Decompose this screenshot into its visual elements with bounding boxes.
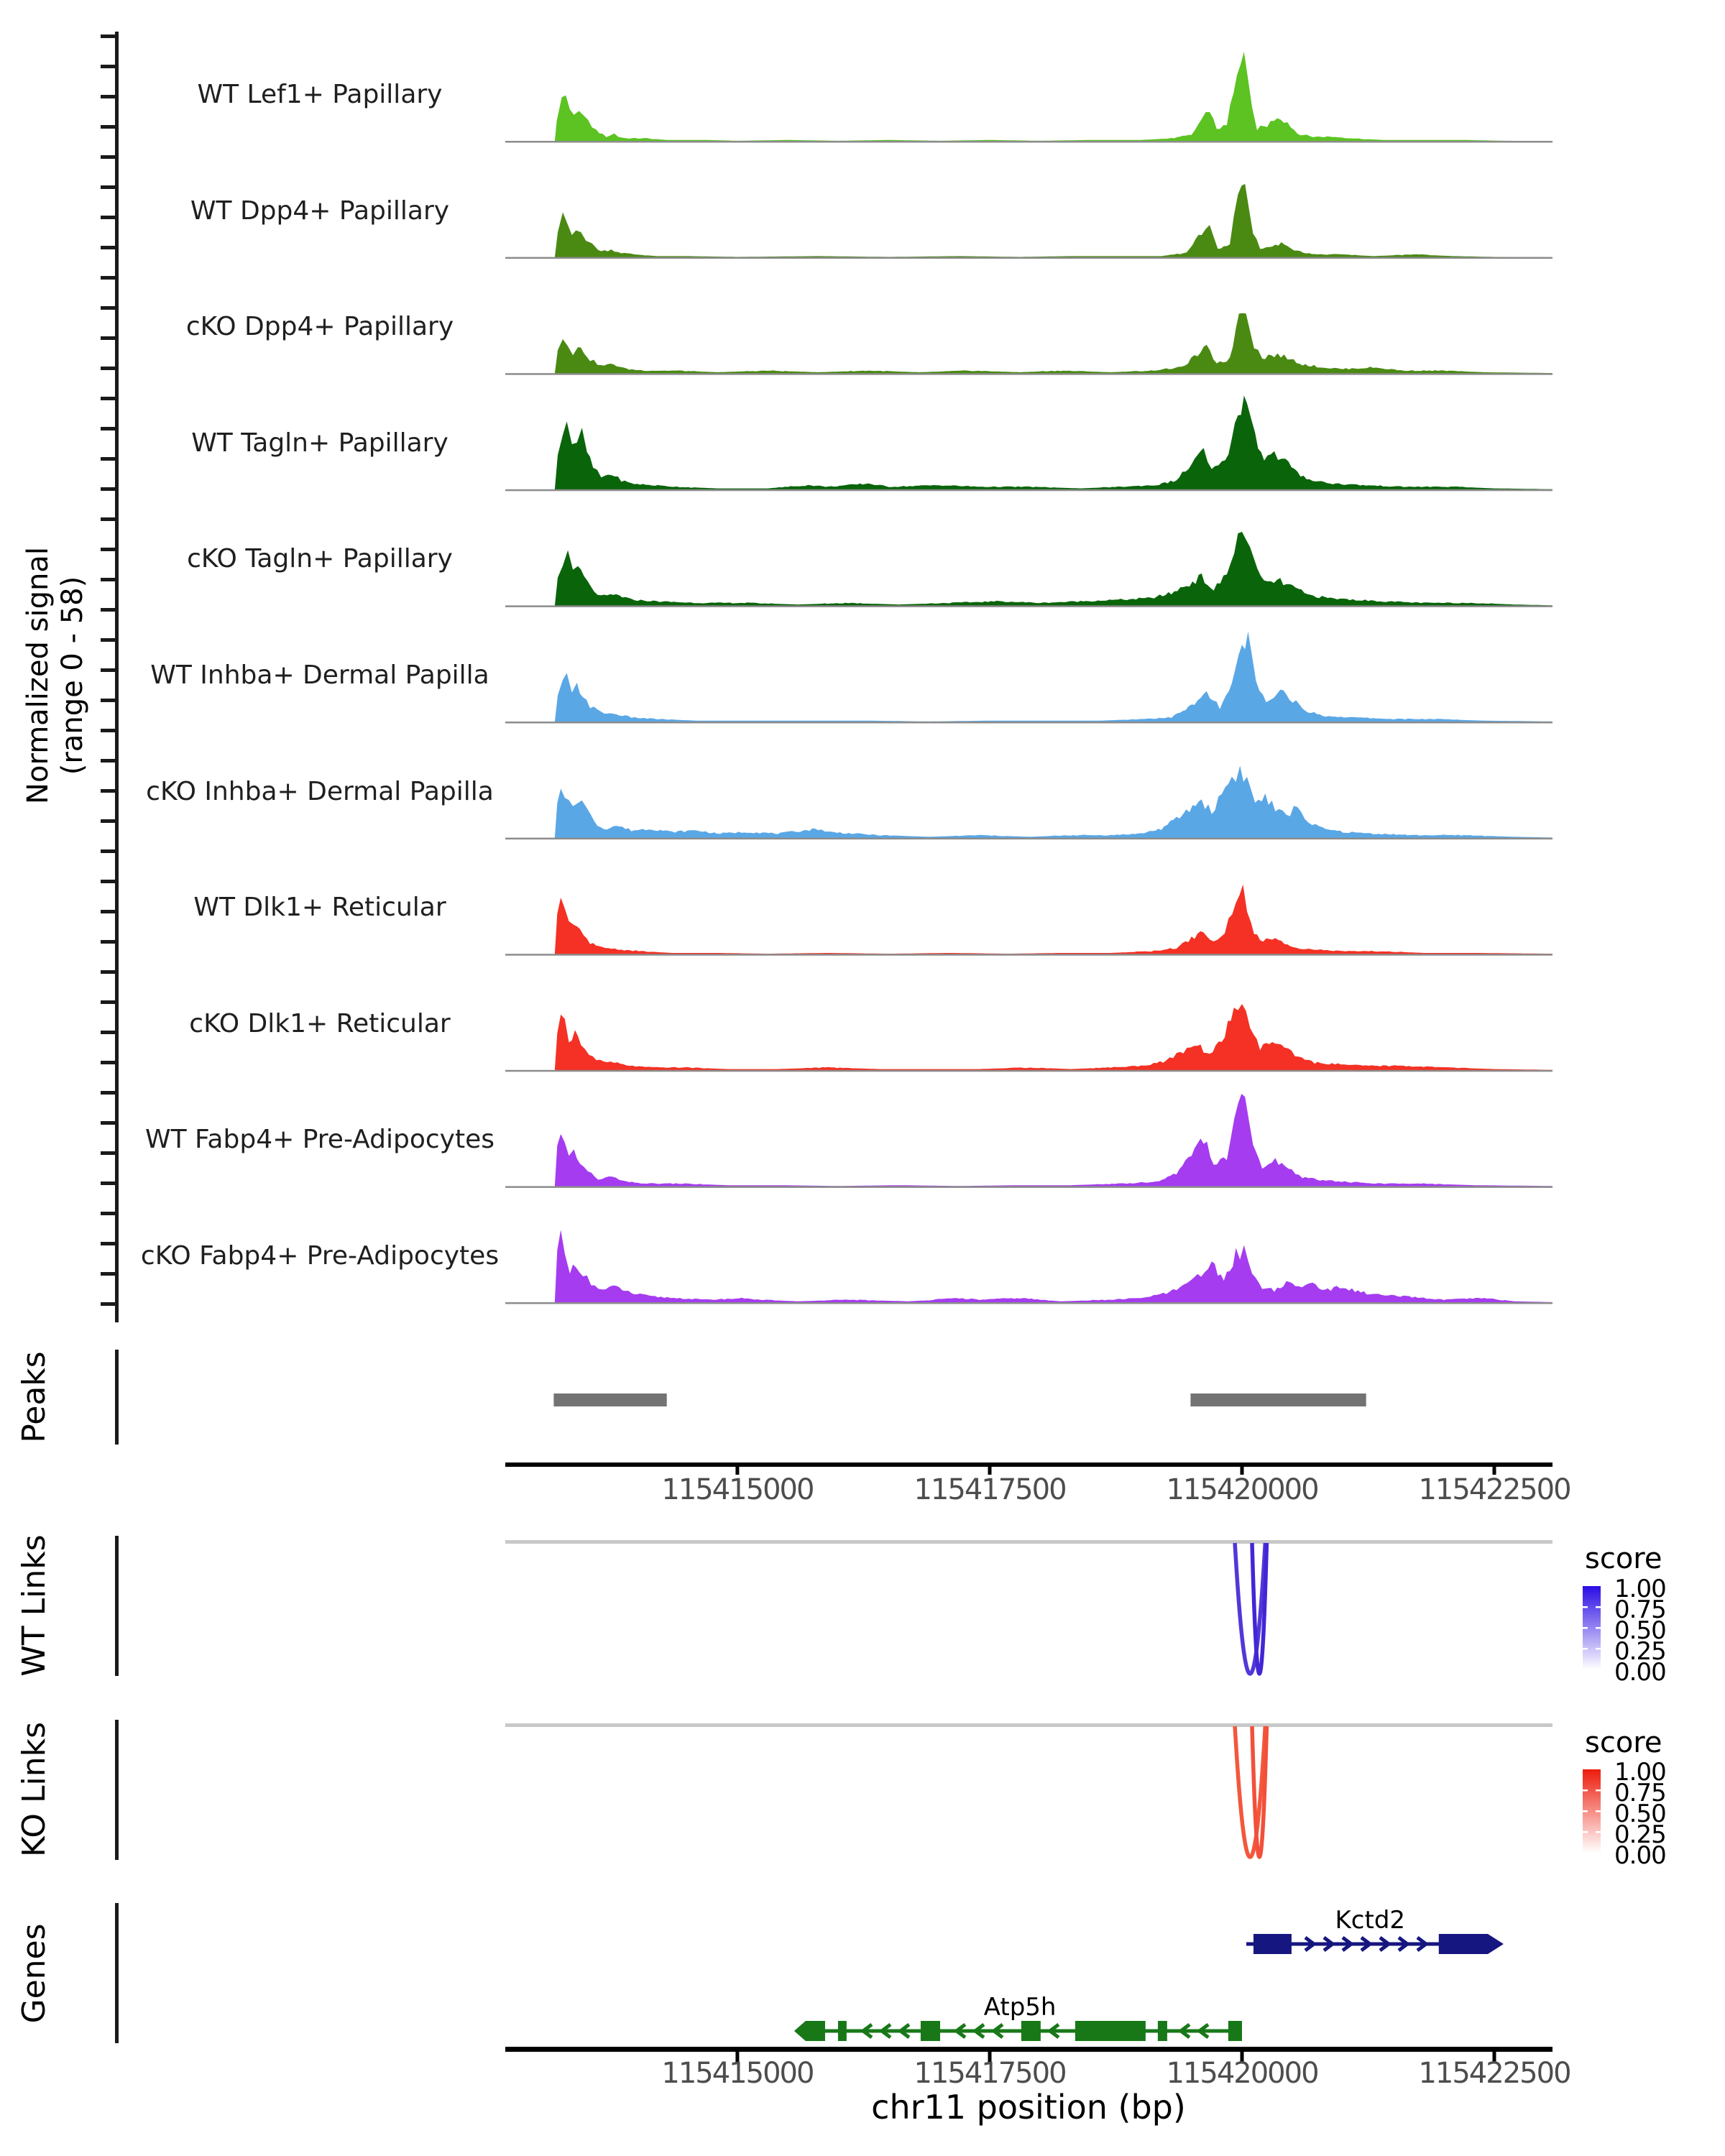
signal-axis-tick	[101, 185, 115, 189]
peaks-section-label: Peaks	[16, 1351, 52, 1443]
track-label: cKO Fabp4+ Pre-Adipocytes	[140, 1241, 500, 1271]
gene-name-label: Atp5h	[983, 1993, 1057, 2022]
gene-exon	[1021, 2021, 1041, 2041]
signal-axis-tick	[101, 729, 115, 732]
coverage-track-labels	[141, 80, 499, 1271]
coverage-baseline	[505, 141, 1552, 143]
signal-axis-tick	[101, 668, 115, 672]
gene-model	[1246, 1906, 1504, 1954]
signal-axis-tick	[101, 1181, 115, 1185]
coverage-area	[505, 1230, 1552, 1303]
score-tick-label: 0.50	[1614, 1800, 1666, 1828]
colorbar-tick	[1583, 1606, 1588, 1608]
genes-track	[115, 1903, 1504, 2043]
coverage-area	[505, 52, 1552, 142]
coverage-area	[505, 395, 1552, 489]
axis-tick-label: 115420000	[1166, 2057, 1318, 2090]
score-tick-label: 0.25	[1614, 1637, 1666, 1666]
signal-axis-tick	[101, 517, 115, 521]
signal-axis-tick	[101, 34, 115, 38]
colorbar-tick	[1596, 1789, 1601, 1792]
colorbar-tick	[1596, 1810, 1601, 1812]
track-label: cKO Tagln+ Papillary	[187, 544, 453, 573]
wt-links-bracket	[115, 1536, 119, 1676]
signal-axis-tick	[101, 1212, 115, 1215]
peak-interval	[1190, 1393, 1366, 1406]
colorbar-tick	[1596, 1627, 1601, 1629]
axis-tick-label: 115417500	[914, 1473, 1066, 1506]
track-label: WT Lef1+ Papillary	[197, 80, 443, 109]
gene-exon-arrow	[1439, 1934, 1504, 1954]
peaks-track	[115, 1350, 1366, 1445]
colorbar-tick	[1596, 1831, 1601, 1833]
signal-axis-title-line1: Normalized signal	[22, 547, 55, 804]
score-tick-label: 0.00	[1614, 1841, 1666, 1870]
track-label: WT Inhba+ Dermal Papilla	[150, 660, 489, 690]
coverage-area	[505, 765, 1552, 838]
colorbar-tick	[1583, 1789, 1588, 1792]
colorbar-tick	[1596, 1606, 1601, 1608]
score-tick-label: 0.75	[1614, 1595, 1666, 1624]
signal-axis-tick	[101, 638, 115, 642]
signal-axis-tick	[101, 457, 115, 461]
signal-y-axis	[101, 32, 119, 1322]
score-tick-label: 0.75	[1614, 1779, 1666, 1807]
ko-links-bracket	[115, 1720, 119, 1860]
genome-axis-title: chr11 position (bp)	[871, 2088, 1186, 2127]
signal-axis-tick	[101, 427, 115, 430]
signal-axis-tick	[101, 276, 115, 280]
links-baseline	[505, 1540, 1552, 1544]
signal-axis-tick	[101, 1302, 115, 1306]
genes-bracket	[115, 1903, 119, 2043]
score-tick-label: 0.00	[1614, 1658, 1666, 1687]
coverage-baseline	[505, 954, 1552, 956]
signal-axis-tick	[101, 216, 115, 219]
signal-axis-line	[115, 32, 119, 1322]
signal-axis-tick	[101, 306, 115, 310]
signal-axis-tick	[101, 1061, 115, 1064]
track-label: WT Dpp4+ Papillary	[190, 196, 450, 226]
score-tick-label: 1.00	[1614, 1758, 1666, 1787]
signal-axis-tick	[101, 819, 115, 823]
signal-axis-tick	[101, 1031, 115, 1034]
signal-axis-tick	[101, 487, 115, 491]
gene-exon	[838, 2021, 847, 2041]
peak-interval	[553, 1393, 666, 1406]
signal-axis-tick	[101, 1121, 115, 1125]
colorbar-tick	[1596, 1648, 1601, 1650]
coverage-area	[505, 532, 1552, 606]
gene-exon	[1228, 2021, 1242, 2041]
signal-axis-tick	[101, 759, 115, 763]
signal-axis-tick	[101, 336, 115, 340]
coverage-area	[505, 1094, 1552, 1187]
track-label: cKO Dlk1+ Reticular	[189, 1009, 451, 1038]
track-label: WT Dlk1+ Reticular	[193, 893, 446, 922]
signal-axis-tick	[101, 849, 115, 853]
coverage-area	[505, 632, 1552, 722]
track-label: WT Fabp4+ Pre-Adipocytes	[145, 1125, 494, 1154]
axis-tick-label: 115420000	[1166, 1473, 1318, 1506]
links-baseline	[505, 1723, 1552, 1727]
genes-section-label: Genes	[16, 1923, 52, 2024]
coverage-baseline	[505, 1186, 1552, 1188]
gene-exon-arrow	[794, 2021, 825, 2041]
coverage-baseline	[505, 373, 1552, 375]
axis-line	[505, 2047, 1552, 2052]
coverage-area	[505, 1004, 1552, 1071]
coverage-area	[505, 184, 1552, 258]
signal-axis-tick	[101, 155, 115, 159]
gene-model	[794, 1993, 1242, 2041]
signal-axis-tick	[101, 65, 115, 68]
score-tick-label: 0.25	[1614, 1820, 1666, 1849]
genome-axis-upper	[505, 1462, 1570, 1506]
signal-axis-tick	[101, 970, 115, 974]
ko-links-section-label: KO Links	[16, 1721, 52, 1858]
wt-links-section-label: WT Links	[16, 1534, 52, 1677]
signal-axis-tick	[101, 1272, 115, 1276]
signal-axis-tick	[101, 246, 115, 249]
signal-axis-title-line2: (range 0 - 58)	[56, 576, 89, 775]
signal-axis-tick	[101, 699, 115, 702]
colorbar-tick	[1583, 1648, 1588, 1650]
coverage-baseline	[505, 1302, 1552, 1304]
coverage-baseline	[505, 838, 1552, 840]
signal-axis-tick	[101, 397, 115, 400]
wt-score-legend-title: score	[1585, 1542, 1662, 1575]
axis-tick-label: 115422500	[1418, 1473, 1570, 1506]
track-label: cKO Dpp4+ Papillary	[185, 312, 454, 341]
signal-axis-tick	[101, 910, 115, 913]
peaks-bracket	[115, 1350, 119, 1445]
track-label: cKO Inhba+ Dermal Papilla	[146, 777, 494, 806]
signal-axis-tick	[101, 548, 115, 551]
signal-axis-tick	[101, 1091, 115, 1095]
ko-score-legend-title: score	[1585, 1726, 1662, 1759]
coverage-tracks	[505, 52, 1552, 1304]
coverage-baseline	[505, 722, 1552, 724]
signal-axis-tick	[101, 95, 115, 98]
axis-tick-label: 115415000	[661, 1473, 814, 1506]
colorbar-tick	[1583, 1831, 1588, 1833]
coverage-area	[505, 313, 1552, 374]
coverage-baseline	[505, 1070, 1552, 1072]
gene-name-label: Kctd2	[1335, 1906, 1406, 1935]
signal-axis-tick	[101, 367, 115, 370]
coverage-baseline	[505, 605, 1552, 607]
signal-axis-tick	[101, 578, 115, 581]
signal-axis-tick	[101, 789, 115, 793]
wt-links-track	[115, 1536, 1666, 1687]
signal-axis-tick	[101, 880, 115, 883]
coverage-baseline	[505, 489, 1552, 492]
axis-line	[505, 1462, 1552, 1467]
axis-tick-label: 115422500	[1418, 2057, 1570, 2090]
coverage-baseline	[505, 257, 1552, 259]
colorbar-tick	[1583, 1810, 1588, 1812]
axis-tick-label: 115417500	[914, 2057, 1066, 2090]
signal-axis-tick	[101, 125, 115, 129]
coverage-area	[505, 885, 1552, 955]
track-label: WT Tagln+ Papillary	[191, 428, 448, 458]
gene-exon	[1075, 2021, 1146, 2041]
gene-exon	[921, 2021, 940, 2041]
score-tick-label: 1.00	[1614, 1575, 1666, 1603]
signal-axis-tick	[101, 940, 115, 944]
genome-axis-bottom	[505, 2047, 1570, 2090]
signal-axis-tick	[101, 608, 115, 612]
signal-axis-tick	[101, 1242, 115, 1245]
axis-tick-label: 115415000	[661, 2057, 814, 2090]
signal-axis-tick	[101, 1000, 115, 1004]
ko-links-track	[115, 1720, 1666, 1870]
gene-exon	[1158, 2021, 1167, 2041]
gene-exon	[1254, 1934, 1292, 1954]
colorbar-tick	[1583, 1627, 1588, 1629]
signal-axis-tick	[101, 1151, 115, 1155]
score-tick-label: 0.50	[1614, 1616, 1666, 1645]
